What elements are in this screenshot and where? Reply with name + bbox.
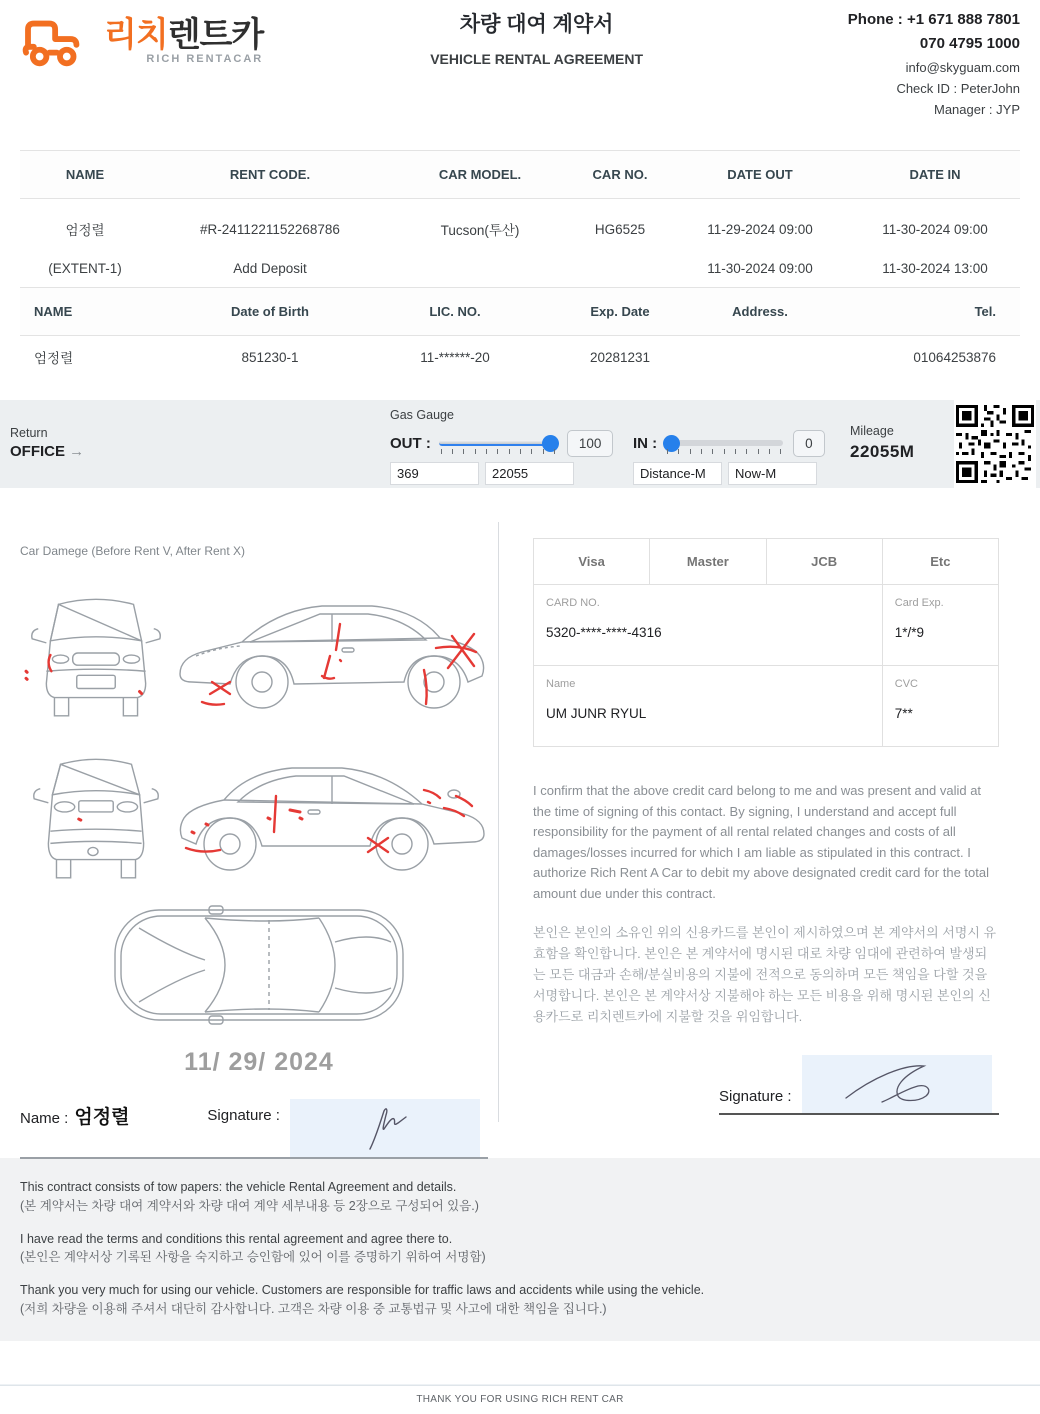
cardholder-signature-box[interactable] (802, 1055, 992, 1113)
phone-primary: Phone : +1 671 888 7801 (847, 11, 1020, 28)
deposit-label: Add Deposit (233, 261, 307, 276)
card-cvc-value: 7** (894, 706, 913, 721)
now-mileage-input[interactable] (728, 462, 817, 485)
card-number-cell[interactable] (534, 585, 883, 666)
company-logo (20, 6, 263, 150)
card-no-value: 5320-****-****-4316 (546, 625, 662, 640)
col-dob: Date of Birth (170, 288, 370, 336)
card-no-label: CARD NO. (546, 597, 600, 609)
col-name: NAME (20, 151, 150, 199)
date-in-2: 11-30-2024 13:00 (882, 261, 988, 276)
car-model: Tucson(투산) (440, 223, 520, 238)
distance-input[interactable] (633, 462, 722, 485)
mileage-out-input[interactable] (485, 462, 574, 485)
car-damage-section (0, 522, 498, 1128)
card-name-cell[interactable] (534, 666, 883, 747)
contract-date: 11/ 29/ 2024 (184, 1048, 334, 1076)
mileage-value: 22055M (850, 442, 915, 461)
signature-label: Signature : (207, 1106, 280, 1124)
signature-label: Signature : (719, 1088, 792, 1106)
col-date-in: DATE IN (850, 151, 1020, 199)
card-type-etc: Etc (882, 539, 998, 585)
card-type-jcb: JCB (766, 539, 882, 585)
rental-info-table (20, 150, 1020, 287)
renter-name: 엄정렬 (65, 223, 105, 238)
return-label: Return (10, 426, 48, 440)
manager: Manager : JYP (934, 101, 1020, 117)
rental-table-header-row (20, 151, 1020, 199)
contact-info (810, 6, 1020, 150)
table-row (20, 199, 1020, 251)
col-car-model: CAR MODEL. (390, 151, 570, 199)
page-title-english: VEHICLE RENTAL AGREEMENT (430, 51, 644, 67)
col-exp-date: Exp. Date (540, 288, 700, 336)
renter-name-value: 엄정렬 (74, 1106, 130, 1128)
confirmation-text-korean: 본인은 본인의 소유인 위의 신용카드를 본인이 제시하였으며 본 계약서의 서명시 유효함을 확인합니다. 본인은 본 계약서에 명시된 대로 차량 임대에 관련하여 발생되는 모든 대금과 손해/분실비용의 지불에 전적으로 동의하며 모든 책임을 다할 것을 서명합니다. 본인은 본 계약서상 지불해야 하는 모든 비용을 위해 명시된 본인의 신용카드로 리치렌트카에 지불할 것을 위임합니다. (533, 925, 997, 1025)
card-exp-label: Card Exp. (894, 597, 944, 609)
car-damage-label: Car Damege (Before Rent V, After Rent X) (20, 544, 245, 558)
date-in: 11-30-2024 09:00 (882, 221, 988, 237)
driver-table-header-row (20, 288, 1020, 336)
note-pair: This contract consists of tow papers: the vehicle Rental Agreement and details. (본 계약서는 차량 대여 계약서와 차량 대여 계약 세부내용 등 2장으로 구성되어 있음.) (20, 1180, 479, 1213)
col-driver-name: NAME (20, 288, 170, 336)
contract-notes (0, 1158, 1040, 1341)
renter-signature-mark (340, 1103, 430, 1153)
email: info@skyguam.com (905, 59, 1020, 75)
driver-name: 엄정렬 (34, 351, 74, 366)
cardholder-signature-row (719, 1055, 999, 1115)
card-type-visa: Visa (534, 539, 650, 585)
page-title-korean: 차량 대여 계약서 (459, 13, 614, 36)
footer-thanks: THANK YOU FOR USING RICH RENT CAR (416, 1394, 624, 1405)
confirmation-text-english: I confirm that the above credit card belong to me and was present and valid at the time of signing of this contact. By signing, I understand and accept full responsibility for the payment of all rental related changes and costs of all damages/losses incurred for which I am liable as stipulated in this contract. I authorize Rich Rent A Car to debit my above designated credit card for the total amount due under this contract. (533, 783, 989, 901)
table-row (20, 250, 1020, 287)
fuel-out-input[interactable] (390, 462, 479, 485)
card-name-label: Name (546, 678, 576, 690)
payment-section (499, 522, 1040, 1122)
phone-secondary: 070 4795 1000 (919, 35, 1020, 53)
driver-lic-no: 11-******-20 (420, 349, 490, 365)
driver-dob: 851230-1 (241, 349, 299, 365)
gauge-in-value[interactable]: 0 (793, 430, 825, 457)
check-id: Check ID : PeterJohn (896, 80, 1020, 96)
date-out: 11-29-2024 09:00 (707, 221, 813, 237)
extent-label: (EXTENT-1) (48, 261, 122, 276)
logo-korean-name: 리치렌트카 (104, 16, 264, 54)
driver-tel: 01064253876 (913, 349, 996, 365)
car-front-view-diagram[interactable] (20, 582, 172, 722)
card-type-master: Master (650, 539, 766, 585)
date-out-2: 11-30-2024 09:00 (707, 261, 813, 276)
card-cvc-cell[interactable] (882, 666, 998, 747)
car-rear-view-diagram[interactable] (20, 744, 172, 884)
gauge-out-value[interactable]: 100 (567, 430, 614, 457)
car-side-view-left-diagram[interactable] (172, 572, 492, 732)
name-label: Name : (20, 1109, 69, 1127)
rent-code: #R-2411221152268786 (200, 221, 340, 237)
card-exp-cell[interactable] (882, 585, 998, 666)
gas-gauge-bar (0, 400, 1040, 488)
car-top-view-diagram[interactable] (109, 900, 409, 1030)
gauge-out-label: OUT : (390, 435, 431, 452)
logo-subtitle: RICH RENTACAR (146, 53, 264, 65)
table-row (20, 336, 1020, 379)
car-no: HG6525 (594, 221, 646, 237)
cardholder-signature-mark (832, 1058, 962, 1110)
header (0, 0, 1040, 150)
page-footer (0, 1385, 1040, 1414)
driver-info-table (20, 287, 1020, 378)
driver-address (700, 336, 820, 379)
car-side-view-right-diagram[interactable] (172, 738, 492, 890)
truck-logo-icon (20, 10, 98, 72)
col-address: Address. (700, 288, 820, 336)
col-tel: Tel. (820, 288, 1020, 336)
qr-code (954, 400, 1036, 488)
note-pair: I have read the terms and conditions this rental agreement and agree there to. (본인은 계약서상 기록된 사항을 숙지하고 승인함에 있어 이를 증명하기 위하여 서명함) (20, 1231, 486, 1265)
renter-signature-box[interactable] (290, 1099, 480, 1157)
col-lic-no: LIC. NO. (370, 288, 540, 336)
card-cvc-label: CVC (894, 678, 918, 690)
driver-exp-date: 20281231 (589, 349, 651, 365)
gauge-out-slider[interactable] (439, 435, 557, 453)
renter-signature-row (20, 1099, 488, 1159)
card-exp-value: 1*/*9 (894, 625, 925, 640)
return-office-label: OFFICE → (10, 443, 85, 460)
gas-gauge-label: Gas Gauge (390, 408, 454, 422)
arrow-right-icon: → (69, 443, 85, 460)
gauge-in-slider[interactable] (665, 435, 783, 453)
col-date-out: DATE OUT (670, 151, 850, 199)
col-car-no: CAR NO. (570, 151, 670, 199)
gauge-in-label: IN : (633, 435, 658, 452)
note-pair: Thank you very much for using our vehicle. Customers are responsible for traffic laws and accidents while using the vehicle. (저희 차량을 이용해 주셔서 대단히 감사합니다. 고객은 차량 이용 중 교통법규 및 사고에 대한 책임을 집니다.) (20, 1283, 705, 1316)
mileage-label: Mileage (850, 424, 894, 438)
col-rent-code: RENT CODE. (150, 151, 390, 199)
credit-card-table (533, 538, 999, 747)
card-name-value: UM JUNR RYUL (546, 706, 647, 721)
